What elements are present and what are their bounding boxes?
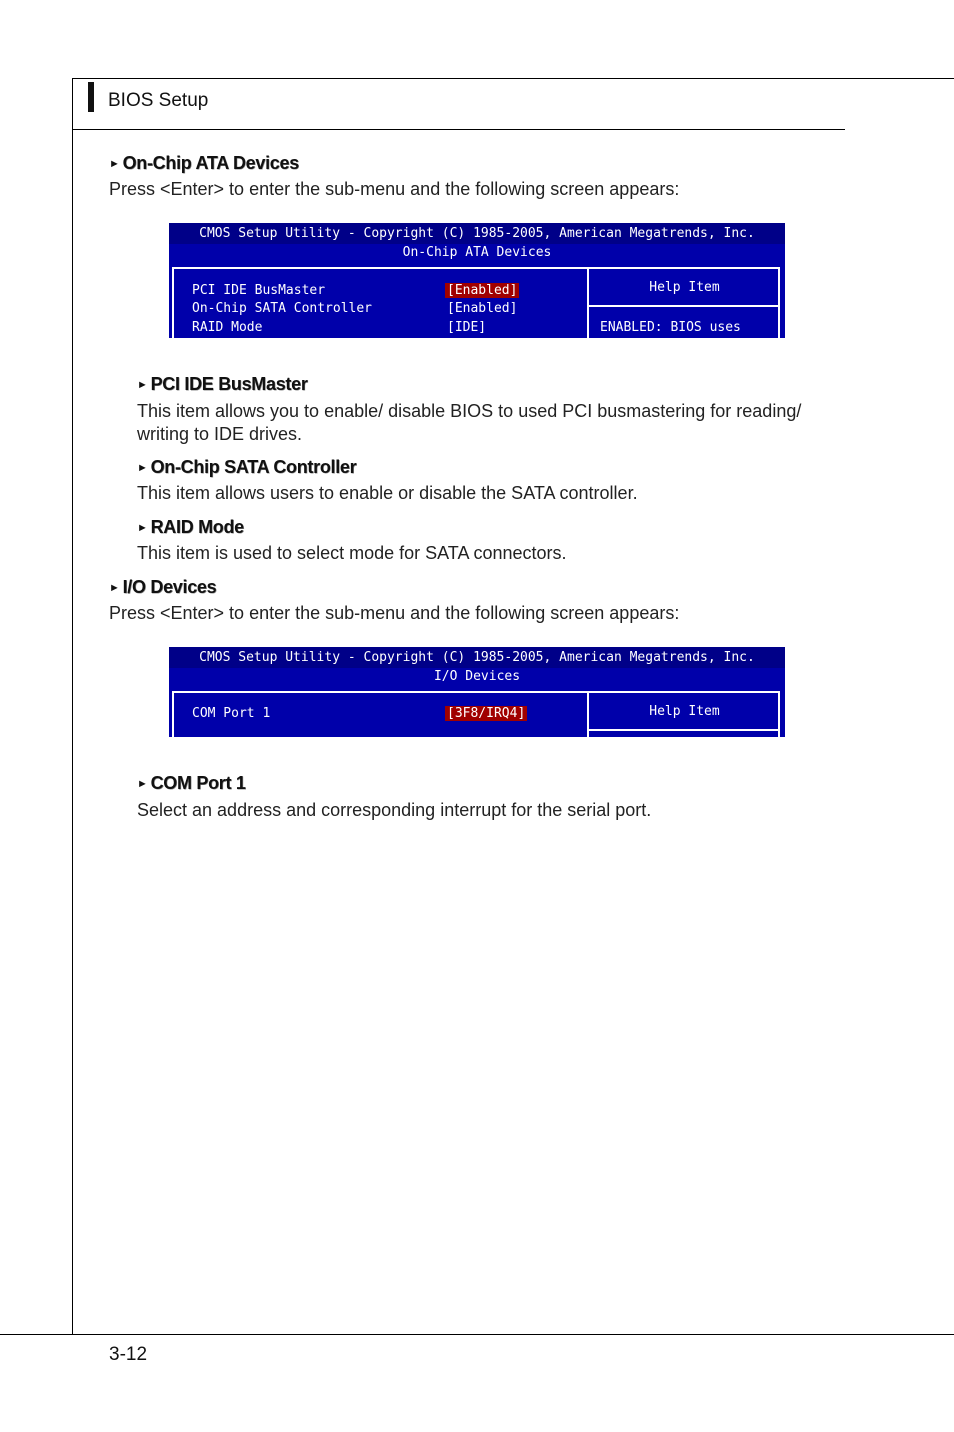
bios-row-value[interactable]: [3F8/IRQ4] [447,706,526,721]
bios-row-value[interactable]: [Enabled] [447,283,518,298]
footer-rule [0,1334,954,1335]
header-bottom-rule [72,129,845,130]
bios-row-value[interactable]: [IDE] [447,320,487,335]
section-intro-io-devices: Press <Enter> to enter the sub-menu and the following screen appears: [109,603,680,623]
triangle-right-icon: ► [109,582,120,594]
bios-row-label[interactable]: PCI IDE BusMaster [192,283,326,298]
triangle-right-icon: ► [137,379,148,391]
bios-row-label[interactable]: RAID Mode [192,320,263,335]
bios-screen-on-chip-ata [169,223,785,338]
item-title-com-port-1: ► COM Port 1 [137,773,246,793]
section-title-io-devices: ► I/O Devices [109,577,217,597]
header-marker-bar [88,82,94,112]
bios-help-box: Help Item [589,269,780,307]
bios-screen-io-devices [169,647,785,737]
triangle-right-icon: ► [109,158,120,170]
bios-row-value[interactable]: [Enabled] [447,301,518,316]
bios-row-label[interactable]: On-Chip SATA Controller [192,301,373,316]
item-title-on-chip-sata: ► On-Chip SATA Controller [137,457,357,477]
page-header-title: BIOS Setup [108,90,209,111]
item-desc-on-chip-sata: This item allows users to enable or disable the SATA controller. [137,483,638,503]
item-title-raid-mode: ► RAID Mode [137,517,244,537]
triangle-right-icon: ► [137,778,148,790]
item-desc-com-port-1: Select an address and corresponding interrupt for the serial port. [137,800,652,820]
item-title-pci-ide-busmaster: ► PCI IDE BusMaster [137,374,308,394]
bios-row-label[interactable]: COM Port 1 [192,706,271,721]
bios-titlebar: CMOS Setup Utility - Copyright (C) 1985-2005, American Megatrends, Inc. [169,223,785,244]
item-desc-raid-mode: This item is used to select mode for SATA connectors. [137,543,567,563]
section-title-on-chip-ata: ► On-Chip ATA Devices [109,153,299,173]
triangle-right-icon: ► [137,462,148,474]
header-top-rule [72,78,954,79]
section-intro-on-chip-ata: Press <Enter> to enter the sub-menu and the following screen appears: [109,179,680,199]
bios-help-text: ENABLED: BIOS uses [600,320,741,335]
bios-titlebar: CMOS Setup Utility - Copyright (C) 1985-2005, American Megatrends, Inc. [169,647,785,668]
bios-subtitle: I/O Devices [433,669,521,684]
left-margin-rule [72,78,73,1335]
page-number: 3-12 [109,1344,148,1365]
item-desc-pci-ide-busmaster: This item allows you to enable/ disable BIOS to used PCI busmastering for reading/ writing to IDE drives. [137,401,802,444]
bios-help-box: Help Item [589,693,780,731]
triangle-right-icon: ► [137,522,148,534]
bios-subtitle: On-Chip ATA Devices [402,245,552,260]
